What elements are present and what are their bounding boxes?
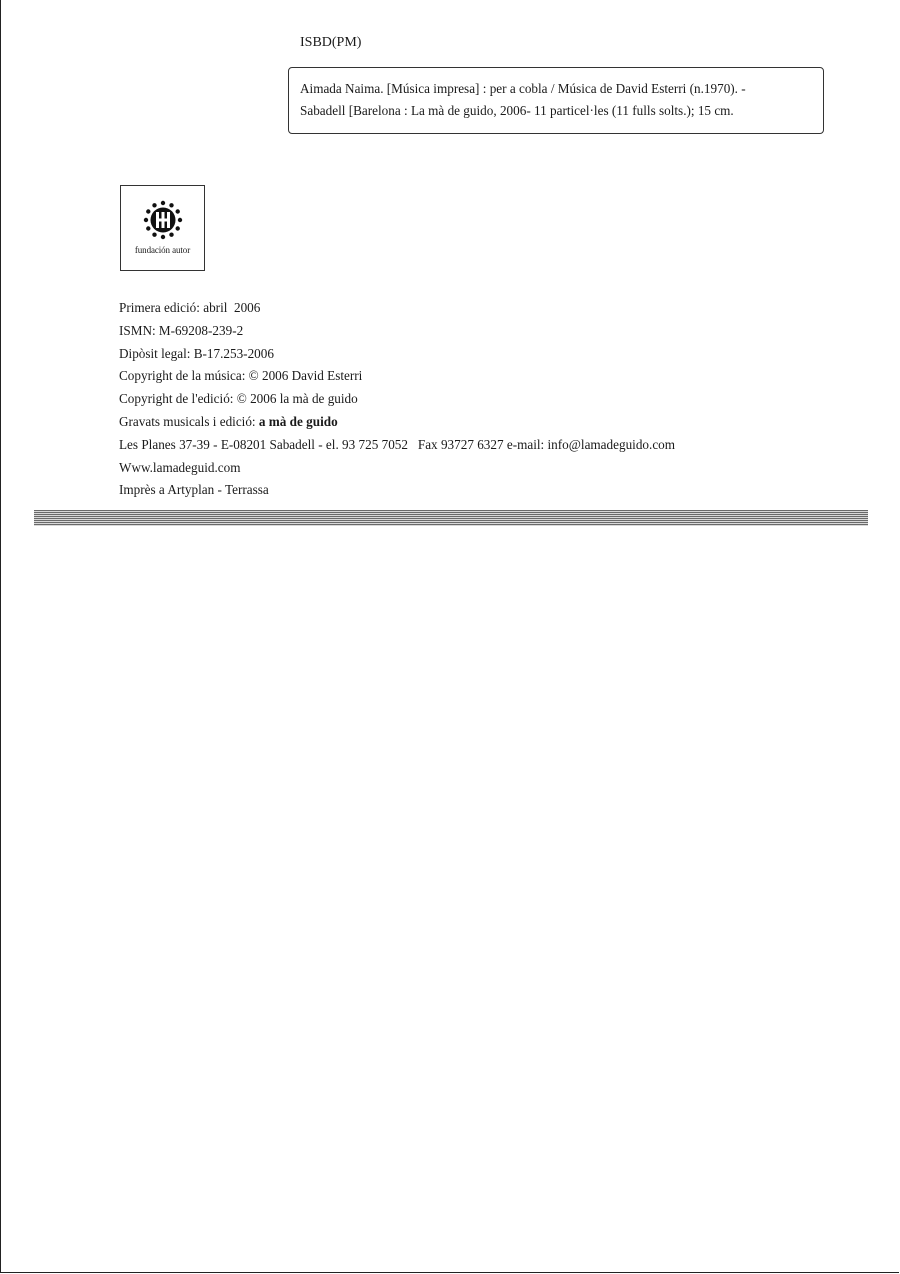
catalog-entry-line-2: Sabadell [Barelona : La mà de guido, 2006- 11 particel·les (11 fulls solts.); 15 cm. [300, 103, 734, 118]
catalog-entry-line-1: Aimada Naima. [Música impresa] : per a cobla / Música de David Esterri (n.1970). - [300, 81, 746, 96]
first-edition-line: Primera edició: abril 2006 [119, 300, 261, 315]
legal-deposit-line: Dipòsit legal: B-17.253-2006 [119, 345, 274, 361]
copyright-edition-line: Copyright de l'edició: © 2006 la mà de guido [119, 391, 358, 407]
printer-line: Imprès a Artyplan - Terrassa [119, 482, 269, 498]
fundacion-autor-logo-text: fundación autor [134, 245, 191, 255]
copyright-music-line: Copyright de la música: © 2006 David Esterri [119, 368, 363, 384]
fundacion-autor-logo [120, 185, 205, 271]
website-line: Www.lamadeguid.com [119, 459, 241, 475]
isbd-label: ISBD(PM) [300, 35, 362, 50]
colophon [119, 297, 675, 502]
ismn-line: ISMN: M-69208-239-2 [119, 322, 244, 338]
fundacion-autor-emblem-icon [143, 200, 183, 240]
address-line: Les Planes 37-39 - E-08201 Sabadell - el. 93 725 7052 Fax 93727 6327 e-mail: info@lamadeguido.com [119, 436, 676, 452]
engraving-line [119, 411, 675, 434]
engraving-publisher: a mà de guido [258, 413, 338, 429]
catalog-entry-box [288, 67, 824, 134]
horizontal-rule [34, 510, 868, 526]
engraving-prefix: Gravats musicals i edició: [119, 413, 259, 429]
